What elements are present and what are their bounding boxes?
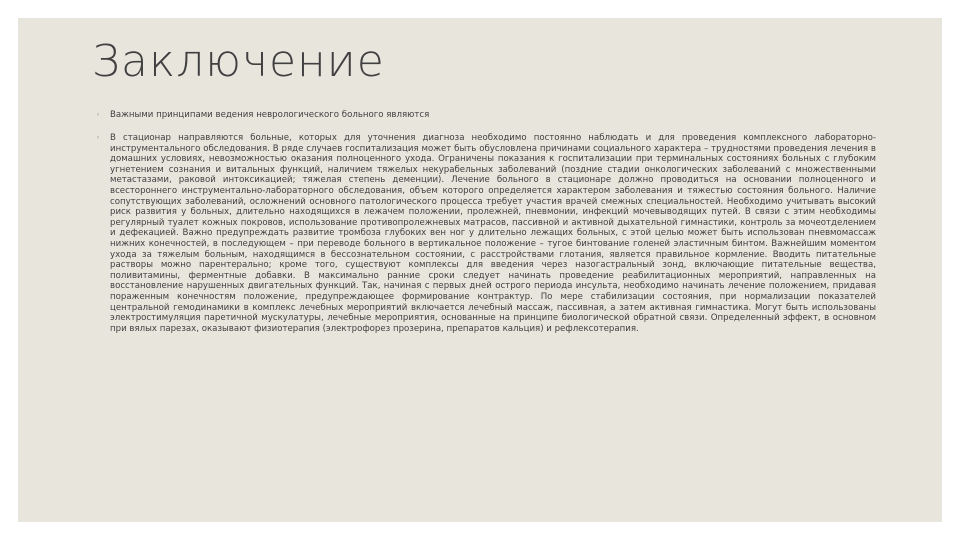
bullet-marker-icon: ◦ xyxy=(96,134,101,142)
bullet-text: Важными принципами ведения неврологического больного являются xyxy=(110,110,430,120)
bullet-marker-icon: ◦ xyxy=(96,111,101,119)
bullet-text: В стационар направляются больные, которых для уточнения диагноза необходимо постоянно наблюдать и для проведения комплексного лабораторно-инструментального обследования. В ряде случаев госпитализация может быть обусловлена причинами социального характера – трудностями проведения лечения в домашних условиях, невозможностью оказания полноценного ухода. Ограничены показания к госпитализации при терминальных состояниях больных с глубоким угнетением сознания и витальных функций, наличием тяжелых некурабельных заболеваний (поздние стадии онкологических заболеваний с множественными метастазами, раковой интоксикацией; тяжелая степень деменции). Лечение больного в стационаре должно проводиться на основании полноценного и всестороннего инструментально-лабораторного обследования, объем которого определяется характером заболевания и тяжестью состояния больного. Наличие сопутствующих заболеваний, осложнений основного патологического процесса требует участия врачей смежных специальностей. Необходимо учитывать высокий риск развития у больных, длительно находящихся в лежачем положении, пролежней, пневмонии, инфекций мочевыводящих путей. В связи с этим необходимы регулярный туалет кожных покровов, использование противопролежневых матрасов, пассивной и активной дыхательной гимнастики, контроль за мочеотделением и дефекацией. Важно предупреждать развитие тромбоза глубоких вен ног у длительно лежащих больных, с этой целью может быть использован пневмомассаж нижних конечностей, в последующем – при переводе больного в вертикальное положение – тугое бинтование голеней эластичным бинтом. Важнейшим моментом ухода за тяжелым больным, находящимся в бессознательном состоянии, с расстройствами глотания, является правильное кормление. Вводить питательные растворы можно парентерально; кроме того, существуют комплексы для введения через назогастральный зонд, включающие питательные вещества, поливитамины, ферментные добавки. В максимально ранние сроки следует начинать проведение реабилитационных мероприятий, направленных на восстановление нарушенных двигательных функций. Так, начиная с первых дней острого периода инсульта, необходимо начинать лечение положением, придавая пораженным конечностям положение, предупреждающее формирование контрактур. По мере стабилизации состояния, при нормализации показателей центральной гемодинамики в комплекс лечебных мероприятий включается лечебный массаж, пассивная, а затем активная гимнастика. Могут быть использованы электростимуляция паретичной мускулатуры, лечебные мероприятия, основанные на принципе биологической обратной связи. Определенный эффект, в основном при вялых парезах, оказывают физиотерапия (электрофорез прозерина, препаратов кальция) и рефлексотерапия. xyxy=(110,133,876,334)
bullet-item-main xyxy=(96,133,876,334)
slide xyxy=(18,18,942,522)
bullet-item-intro xyxy=(96,110,876,121)
slide-title: Заключение xyxy=(92,36,385,87)
slide-content xyxy=(96,110,876,334)
